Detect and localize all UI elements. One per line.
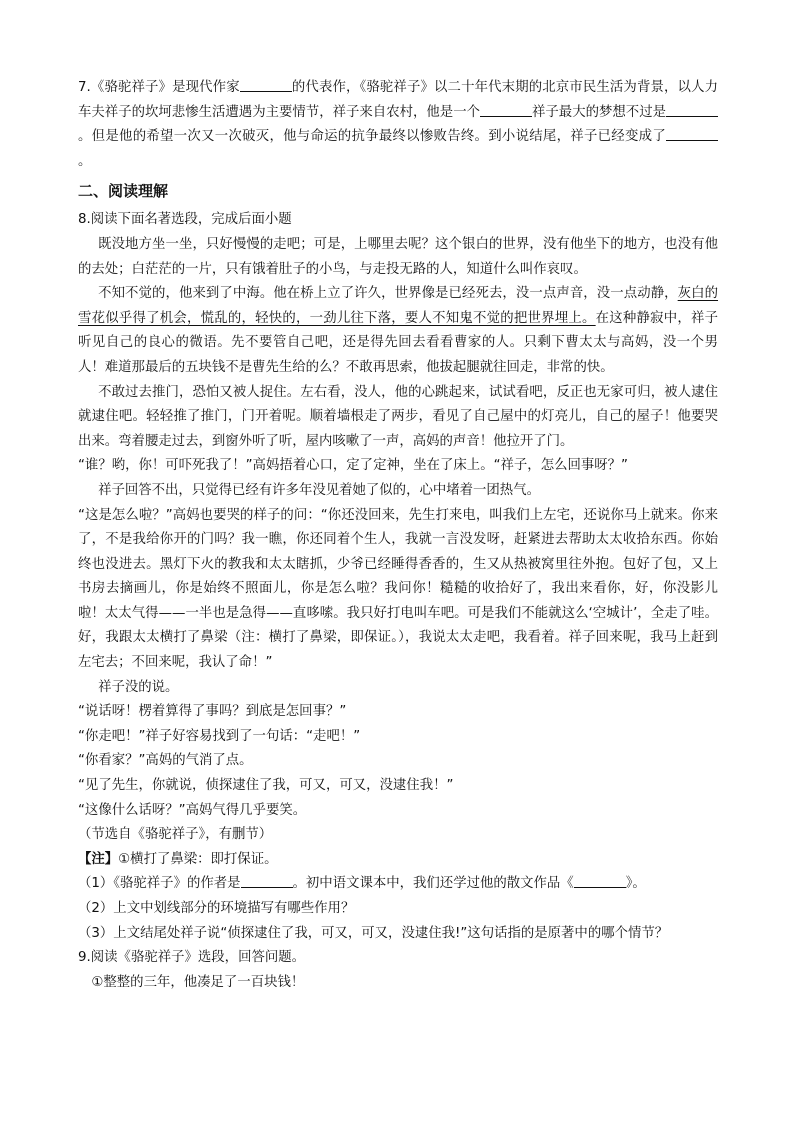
section-heading: 二、阅读理解 <box>78 182 169 201</box>
underlined-passage: 灰白的雪花似乎得了机会，慌乱的，轻快的，一劲儿往下落，要人不知鬼不觉的把世界埋上。 <box>78 286 719 326</box>
q8-paragraph: “你走吧！”祥子好容易找到了一句话：“走吧！” <box>78 728 361 744</box>
q9-paragraph: ①整整的三年，他凑足了一百块钱！ <box>91 974 305 990</box>
q8-paragraph: “你看家？”高妈的气消了点。 <box>78 753 253 769</box>
q8-paragraph: “谁？哟，你！可吓死我了！”高妈捂着心口，定了定神，坐在了床上。“祥子，怎么回事呀？” <box>78 458 628 474</box>
answer-blank[interactable] <box>666 126 718 141</box>
answer-blank[interactable] <box>480 102 532 117</box>
q8-paragraph: 不敢过去推门，恐怕又被人捉住。左右看，没人，他的心跳起来，试试看吧，反正也无家可归，被人逮住就逮住吧。轻轻推了推门，门开着呢。顺着墙根走了两步，看见了自己屋中的灯亮儿，自己的屋子！他要哭出来。弯着腰走过去，到窗外听了听，屋内咳嗽了一声，高妈的声音！他拉开了门。 <box>78 384 718 449</box>
answer-blank[interactable] <box>240 77 292 92</box>
question-7 <box>78 76 718 174</box>
sub1-text: 》。 <box>625 876 646 892</box>
q8-paragraph: “这是怎么啦？”高妈也要哭的样子的问：“你还没回来，先生打来电，叫我们上左宅，还说你马上就来。你来了，不是我给你开的门吗？我一瞧，你还同着个生人，我就一言没发呀，赶紧进去帮助太太收拾东西。你始终也没进去。黑灯下火的教我和太太瞎抓，少爷已经睡得香香的，生又从热被窝里往外抱。包好了包，又上书房去摘画儿，你是始终不照面儿，你是怎么啦？我问你！糙糙的收拾好了，我出来看你，好，你没影儿啦！太太气得——一半也是急得——直哆嗦。我只好打电叫车吧。可是我们不能就这么‘空城计’，全走了哇。好，我跟太太横打了鼻梁（注：横打了鼻梁，即保证。），我说太太走吧，我看着。祥子回来呢，我马上赶到左宅去；不回来呢，我认了命！” <box>78 507 718 671</box>
answer-blank[interactable] <box>241 873 293 888</box>
sub1-text: （1）《骆驼祥子》的作者是 <box>78 876 241 892</box>
sub-question-2: （2）上文中划线部分的环境描写有哪些作用？ <box>78 901 355 916</box>
answer-blank[interactable] <box>574 873 626 888</box>
document-page <box>78 70 718 995</box>
q8-intro: 8.阅读下面名著选段，完成后面小题 <box>78 212 292 228</box>
q8-paragraph: “这像什么话呀？”高妈气得几乎要笑。 <box>78 802 307 818</box>
q7-text-3: 祥子最大的梦想不过是 <box>532 104 667 120</box>
q7-text-1: 7.《骆驼祥子》是现代作家 <box>78 80 240 95</box>
q8-paragraph: 既没地方坐一坐，只好慢慢的走吧；可是，上哪里去呢？这个银白的世界，没有他坐下的地方，也没有他的去处；白茫茫的一片，只有饿着肚子的小鸟，与走投无路的人，知道什么叫作哀叹。 <box>78 236 718 277</box>
q9-intro: 9.阅读《骆驼祥子》选段，回答问题。 <box>78 950 306 966</box>
annotation-note <box>78 848 718 873</box>
note-text: ①横打了鼻梁：即打保证。 <box>118 851 278 867</box>
q8-paragraph: 祥子没的说。 <box>98 679 179 695</box>
sub1-text: 。初中语文课本中，我们还学过他的散文作品《 <box>292 876 574 892</box>
q8-text: 在这种静寂中，祥子听见自己的良心的微语。先不要管自己吧，还是得先回去看看曹家的人。只剩下曹太太与高妈，没一个男人！难道那最后的五块钱不是曹先生给的么？不敢再思索，他拔起腿就往回走，非常的快。 <box>78 310 719 375</box>
sub-question-3: （3）上文结尾处祥子说“侦探逮住了我，可又，可又，没逮住我!”这句话指的是原著中的哪个情节？ <box>78 925 669 941</box>
q7-text-4: 。但是他的希望一次又一次破灭，他与命运的抗争最终以惨败告终。到小说结尾，祥子已经变成了 <box>78 129 666 145</box>
sub-question-1 <box>78 872 718 897</box>
q8-paragraph <box>78 282 718 380</box>
q8-text: 不知不觉的，他来到了中海。他在桥上立了许久，世界像是已经死去，没一点声音，没一点动静， <box>98 286 678 302</box>
q8-paragraph: 祥子回答不出，只觉得已经有许多年没见着她了似的，心中堵着一团热气。 <box>98 482 540 498</box>
q7-text-2: 的代表作，《骆驼祥子》以二十年代末期的北京市民生活为背景，以人力车夫祥子的坎坷悲惨生活遭遇为主要情节，祥子来自农村，他是一个 <box>78 80 718 120</box>
q8-paragraph: “说话呀！楞着算得了事吗？到底是怎回事？” <box>78 704 347 720</box>
answer-blank[interactable] <box>666 102 718 117</box>
q8-paragraph: “见了先生，你就说，侦探逮住了我，可又，可又，没逮住我！” <box>78 778 454 794</box>
source-note: （节选自《骆驼祥子》，有删节） <box>78 827 273 843</box>
q7-text-5: 。 <box>78 153 92 169</box>
note-tag: 【注】 <box>78 851 119 867</box>
